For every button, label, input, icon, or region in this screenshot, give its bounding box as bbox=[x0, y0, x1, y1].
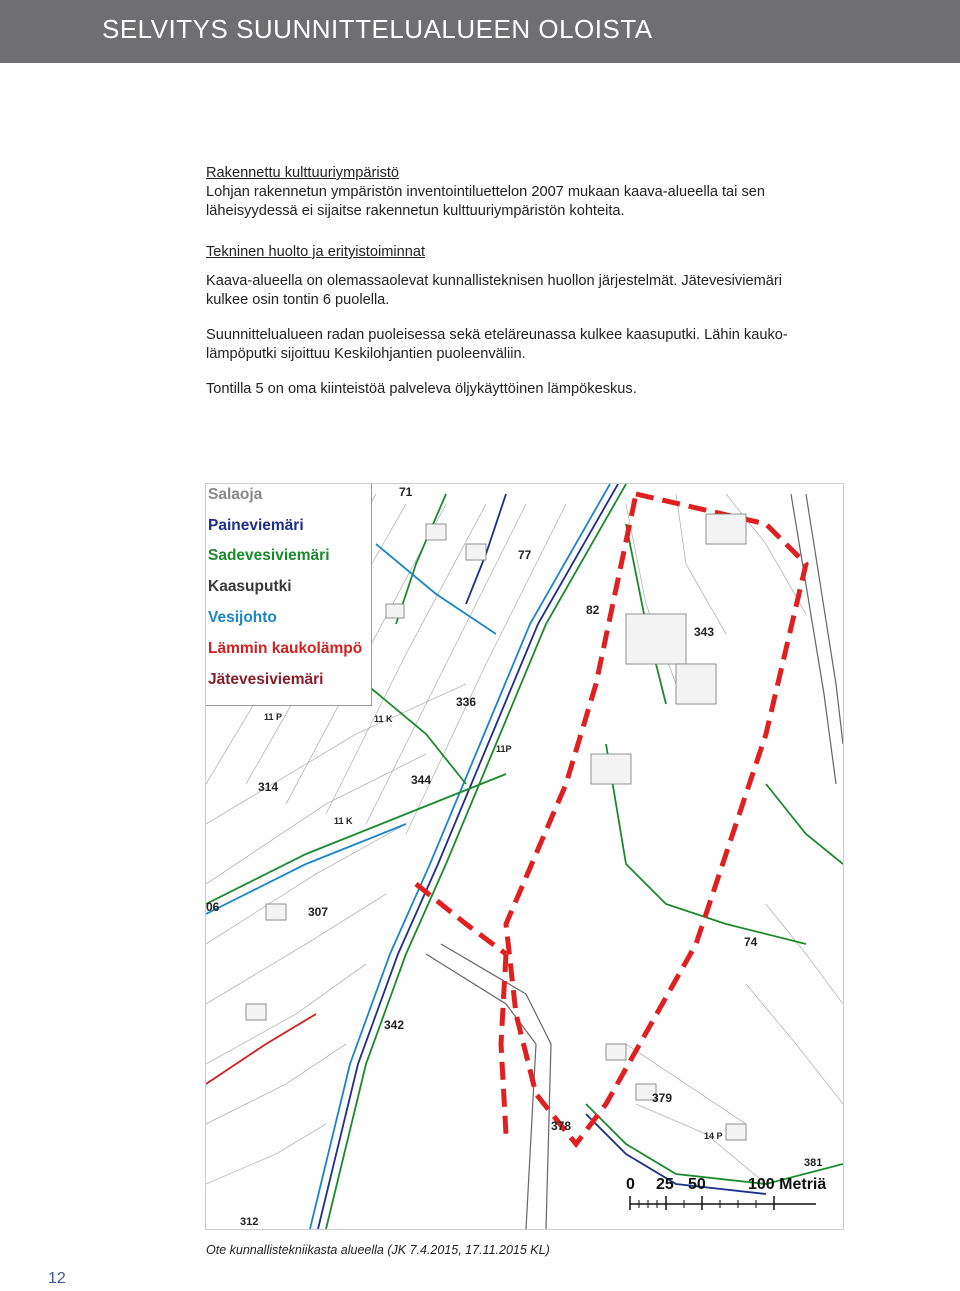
legend-label: Salaoja bbox=[208, 486, 263, 503]
scale-label-100: 100 Metriä bbox=[748, 1176, 827, 1193]
plot-label: 77 bbox=[518, 548, 532, 562]
scale-bar bbox=[626, 1176, 836, 1216]
page-header bbox=[0, 0, 960, 63]
legend-item bbox=[208, 578, 292, 596]
plot-label: 11 K bbox=[374, 714, 393, 724]
tech-heading: Tekninen huolto ja erityistoiminnat bbox=[206, 244, 426, 260]
culture-heading: Rakennettu kulttuuriympäristö bbox=[206, 165, 400, 181]
scale-label-zero: 0 bbox=[626, 1176, 635, 1193]
legend-label: Paineviemäri bbox=[208, 517, 304, 534]
map-legend bbox=[206, 484, 372, 706]
scale-ticks bbox=[626, 1176, 836, 1216]
plot-label: 344 bbox=[411, 773, 432, 787]
plot-label: 378 bbox=[551, 1119, 572, 1133]
legend-label: Jätevesiviemäri bbox=[208, 671, 324, 688]
plot-label: 74 bbox=[744, 935, 758, 949]
plot-label: 06 bbox=[206, 900, 220, 914]
text-content bbox=[206, 164, 846, 399]
plot-label: 336 bbox=[456, 695, 477, 709]
plot-label: 381 bbox=[804, 1157, 823, 1169]
plot-label: 312 bbox=[240, 1216, 259, 1228]
plot-label: 314 bbox=[258, 780, 279, 794]
legend-item bbox=[208, 609, 277, 627]
legend-label: Sadevesiviemäri bbox=[208, 547, 330, 564]
legend-label: Vesijohto bbox=[208, 609, 277, 626]
plot-label: 379 bbox=[652, 1091, 673, 1105]
plot-label: 82 bbox=[586, 603, 600, 617]
scale-label-50: 50 bbox=[688, 1176, 706, 1193]
plot-label: 11P bbox=[496, 744, 512, 754]
culture-text-line-2: läheisyydessä ei sijaitse rakennetun kulttuuriympäristön kohteita. bbox=[206, 203, 625, 219]
plot-label: 14 P bbox=[704, 1131, 723, 1141]
legend-item bbox=[208, 517, 304, 535]
map-caption: Ote kunnallistekniikasta alueella (JK 7.4.2015, 17.11.2015 KL) bbox=[206, 1243, 550, 1257]
plot-label: 343 bbox=[694, 625, 715, 639]
legend-item bbox=[208, 547, 330, 565]
plot-label: 71 bbox=[399, 485, 413, 499]
tech-p3: Tontilla 5 on oma kiinteistöä palveleva öljykäyttöinen lämpökeskus. bbox=[206, 381, 637, 397]
plot-label: 11 P bbox=[264, 712, 283, 722]
legend-item bbox=[208, 671, 323, 689]
tech-p1-line-2: kulkee osin tontin 6 puolella. bbox=[206, 292, 390, 308]
plot-label: 11 K bbox=[334, 816, 353, 826]
legend-item bbox=[208, 486, 262, 504]
culture-text-line-1: Lohjan rakennetun ympäristön inventointiluettelon 2007 mukaan kaava-alueella tai sen bbox=[206, 184, 765, 200]
tech-p2-line-2: lämpöputki sijoittuu Keskilohjantien puoleenväliin. bbox=[206, 346, 526, 362]
page-title: SELVITYS SUUNNITTELUALUEEN OLOISTA bbox=[102, 14, 653, 44]
tech-p2-line-1: Suunnittelualueen radan puoleisessa sekä eteläreunassa kulkee kaasuputki. Lähin kauko- bbox=[206, 327, 788, 343]
page-number: 12 bbox=[48, 1270, 66, 1287]
infrastructure-map bbox=[205, 483, 844, 1230]
legend-label: Lämmin kaukolämpö bbox=[208, 640, 363, 657]
scale-label-25: 25 bbox=[656, 1176, 674, 1193]
plot-label: 342 bbox=[384, 1018, 405, 1032]
legend-item bbox=[208, 640, 362, 658]
legend-label: Kaasuputki bbox=[208, 578, 292, 595]
plot-label: 307 bbox=[308, 905, 329, 919]
tech-p1-line-1: Kaava-alueella on olemassaolevat kunnallisteknisen huollon järjestelmät. Jätevesiviemäri bbox=[206, 273, 782, 289]
